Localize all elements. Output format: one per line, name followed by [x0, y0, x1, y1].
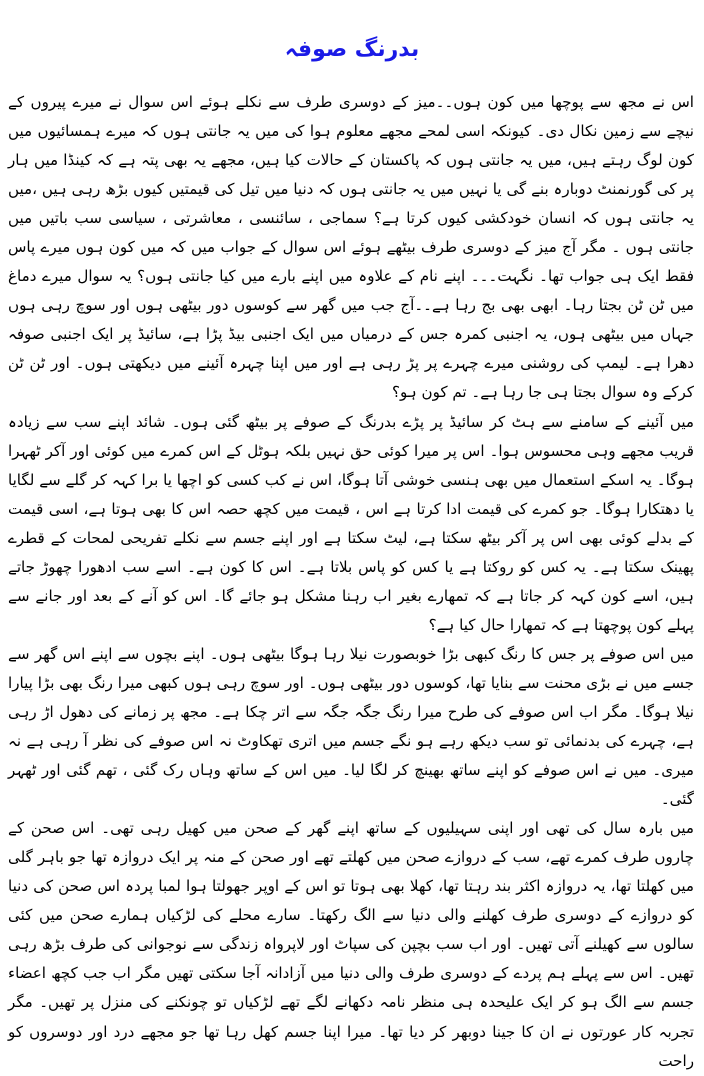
- paragraph: میں آئینے کے سامنے سے ہٹ کر سائیڈ پر پڑے بدرنگ کے صوفے پر بیٹھ گئی ہوں۔ شائد اپنے سب سے زیادہ قریب مجھے وہی محسوس ہوا۔ اس پر میرا کوئی حق نہیں بلکہ ہوٹل کے اس کمرے میں کوئی اور آکر ٹھہرا ہوگا۔ یہ اسکے استعمال میں بھی ہنسی خوشی آتا ہوگا، اس نے کب کسی کو اچھا یا برا کہہ کر گلے سے لگایا یا دھتکارا ہوگا۔ جو کمرے کی قیمت ادا کرتا ہے اس ، قیمت میں کچھ حصہ اس کا بھی ہوتا ہے، اسی قیمت کے بدلے کوئی بھی اس پر آکر بیٹھ سکتا ہے، لیٹ سکتا ہے اور اپنے جسم سے نکلے تفریحی لمحات کے قطرے پھینک سکتا ہے۔ یہ کس کو روکتا ہے یا کس کو پاس بلاتا ہے۔ اس کا کون ہے۔ اسے سب ادھورا چھوڑ جاتے ہیں، اسے کون کہہ کر جاتا ہے کہ تمھارے بغیر اب رہنا مشکل ہو جائے گا۔ اس کو آنے کے بعد اور جانے سے پہلے کون پوچھتا ہے کہ تمھارا حال کیا ہے؟: [8, 412, 694, 634]
- story-title: بدرنگ صوفہ: [284, 37, 420, 62]
- paragraph: میں بارہ سال کی تھی اور اپنی سہیلیوں کے ساتھ اپنے گھر کے صحن میں کھیل رہی تھی۔ اس صحن کے چاروں طرف کمرے تھے، سب کے دروازے صحن میں کھلتے تھے اور صحن کے منہ پر ایک دروازہ تھا جو باہر گلی میں کھلتا تھا، یہ دروازہ اکثر بند رہتا تھا، کھلا بھی ہوتا تو اس کے اوپر جھولتا ہوا لمبا پردہ اس صحن کی دنیا کو دروازے کے دوسری طرف کھلنے والی دنیا سے الگ رکھتا۔ سارے محلے کی لڑکیاں ہمارے صحن میں کئی سالوں سے کھیلنے آتی تھیں۔ اور اب سب بچپن کی سپاٹ اور لاپرواہ زندگی سے نوجوانی کی طرف بڑھ رہی تھیں۔ اس سے پہلے ہم پردے کے دوسری طرف والی دنیا میں آزادانہ آجا سکتی تھیں مگر اب جب کچھ اعضاء جسم سے الگ ہو کر ایک علیحدہ ہی منظر نامہ دکھانے لگے تھے لڑکیاں تو چونکنے کی منزل پر تھیں۔ مگر تجربہ کار عورتوں نے ان کا جینا دوبھر کر دیا تھا۔ میرا اپنا جسم کھل رہا تھا جو مجھے درد اور دوسروں کو راحت: [8, 819, 694, 1070]
- paragraph: میں اس صوفے پر جس کا رنگ کبھی بڑا خوبصورت نیلا رہا ہوگا بیٹھی ہوں۔ اپنے بچوں سے اپنے اس گھر سے جسے میں نے بڑی محنت سے بنایا تھا، کوسوں دور بیٹھی ہوں۔ اور سوچ رہی ہوں کبھی میرا رنگ بھی بڑا پیارا نیلا ہوگا۔ مگر اب اس صوفے کی طرح میرا رنگ جگہ جگہ سے اتر چکا ہے۔ مجھ پر زمانے کی دھول اڑ رہی ہے، چہرے کی بدنمائی تو سب دیکھ رہے ہو نگے جسم میں اتری تھکاوٹ نہ اس صوفے کی نظر آ رہی ہے نہ میری۔ میں نے اس صوفے کو اپنے ساتھ بھینچ کر لگا لیا۔ میں اس کے ساتھ وہاں رک گئی ، تھم گئی اور ٹھہر گئی۔: [8, 644, 694, 809]
- story-body: [8, 88, 694, 1076]
- paragraph: اس نے مجھ سے پوچھا میں کون ہوں۔۔میز کے دوسری طرف سے نکلے ہوئے اس سوال نے میرے پیروں کے نیچے سے زمین نکال دی۔ کیونکہ اسی لمحے مجھے معلوم ہوا کی میں یہ جانتی ہوں کہ میرے ہمسائیوں میں کون لوگ رہتے ہیں، میں یہ جانتی ہوں کہ پاکستان کے حالات کیا ہیں، مجھے یہ بھی پتہ ہے کہ کینڈا میں ہار پر کی گورنمنٹ دوبارہ بنے گی یا نہیں میں یہ جانتی ہوں کہ دنیا میں تیل کی قیمتیں کیوں بڑھ رہی ہیں ،میں یہ جانتی ہوں کہ انسان خودکشی کیوں کرتا ہے؟ سماجی ، سائنسی ، معاشرتی ، سیاسی سب باتیں میں جانتی ہوں ۔ مگر آج میز کے دوسری طرف بیٹھے ہوئے اس سوال کے جواب میں کہ میں کون ہوں میرے پاس فقط ایک ہی جواب تھا۔ نگہت۔۔۔ اپنے نام کے علاوہ میں اپنے بارے میں کیا جانتی ہوں؟ یہ سوال میرے دماغ میں ٹن ٹن بجتا رہا۔ ابھی بھی بج رہا ہے۔۔آج جب میں گھر سے کوسوں دور بیٹھی ہوں اور سوچ رہی ہوں جہاں میں بیٹھی ہوں، یہ اجنبی کمرہ جس کے درمیاں میں ایک اجنبی بیڈ پڑا ہے، سائیڈ پر ایک اجنبی صوفہ دھرا ہے۔ لیمپ کی روشنی میرے چہرے پر پڑ رہی ہے اور میں اپنا چہرہ آئینے میں دیکھتی ہوں۔ اور ٹن ٹن کرکے وہ سوال بجتا ہی جا رہا ہے۔ تم کون ہو؟: [8, 93, 694, 402]
